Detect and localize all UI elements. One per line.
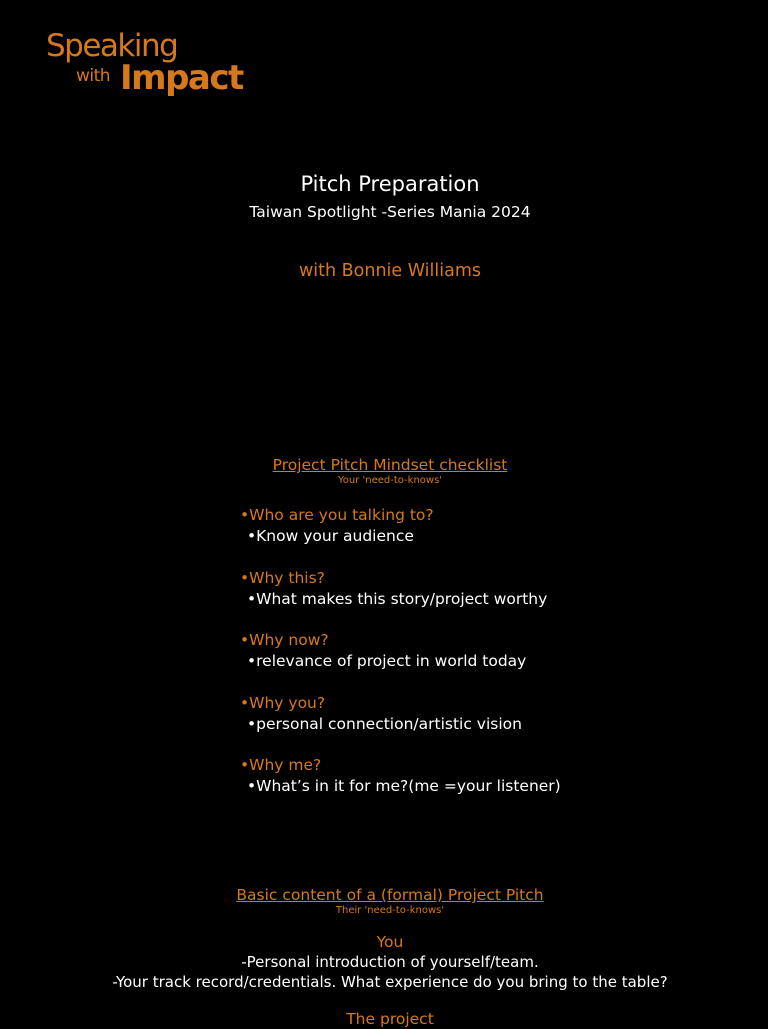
you-details — [0, 952, 768, 992]
project-label: The project — [346, 1010, 434, 1028]
checklist-question: •Why now? — [240, 631, 329, 649]
page-title: Pitch Preparation — [300, 172, 480, 196]
content-heading: Basic content of a (formal) Project Pitch — [236, 886, 544, 904]
logo-impact: Impact — [120, 58, 243, 98]
checklist-answer: •What makes this story/project worthy — [247, 589, 548, 608]
mindset-checklist — [240, 505, 660, 818]
you-line: -Personal introduction of yourself/team. — [241, 953, 539, 971]
you-line: -Your track record/credentials. What experience do you bring to the table? — [112, 973, 668, 991]
checklist-question: •Why me? — [240, 756, 322, 774]
list-item — [240, 693, 660, 756]
checklist-subheading: Your 'need-to-knows' — [337, 475, 443, 486]
list-item — [240, 630, 660, 693]
logo-with: with — [76, 66, 111, 86]
list-item — [240, 755, 660, 818]
list-item — [240, 505, 660, 568]
checklist-answer: •personal connection/artistic vision — [247, 714, 522, 733]
logo-speaking: Speaking — [46, 28, 178, 64]
you-label: You — [376, 933, 404, 951]
speaking-with-impact-logo — [46, 26, 246, 106]
checklist-answer: •What’s in it for me?(me =your listener) — [247, 777, 561, 795]
presenter-name: with Bonnie Williams — [298, 261, 482, 281]
checklist-heading: Project Pitch Mindset checklist — [272, 456, 508, 474]
checklist-answer: •Know your audience — [247, 527, 414, 545]
checklist-header — [0, 455, 768, 487]
checklist-question: •Why you? — [240, 693, 326, 712]
content-subheading: Their 'need-to-knows' — [335, 905, 445, 916]
page-subtitle: Taiwan Spotlight -Series Mania 2024 — [249, 203, 531, 221]
checklist-question: •Why this? — [240, 568, 325, 587]
checklist-answer: •relevance of project in world today — [247, 652, 527, 670]
content-header — [0, 885, 768, 917]
checklist-question: •Who are you talking to? — [240, 506, 434, 524]
list-item — [240, 568, 660, 631]
